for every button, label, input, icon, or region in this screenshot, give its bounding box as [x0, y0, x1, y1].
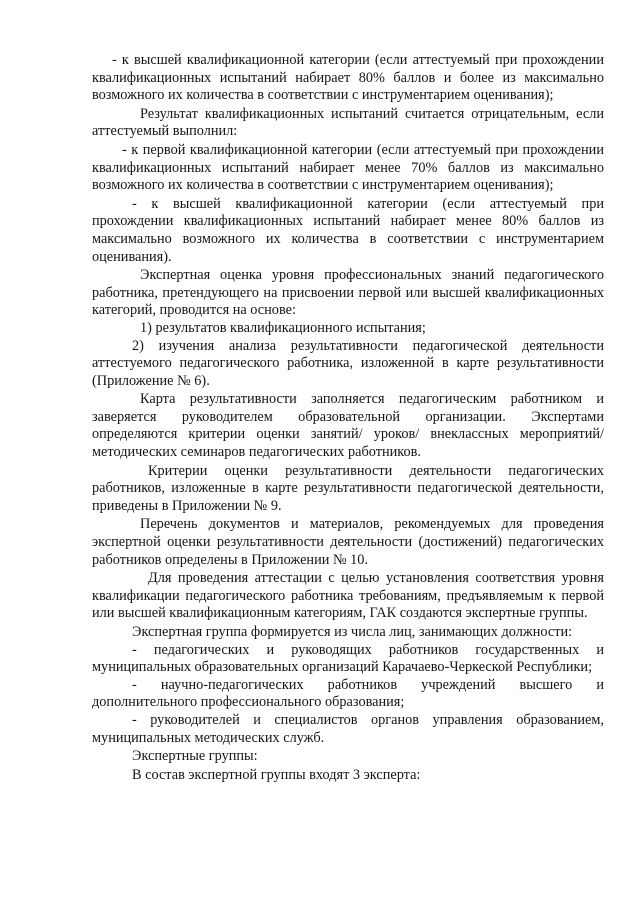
paragraph-first-category-fail: - к первой квалификационной категории (если аттестуемый при прохождении квалификационных испытаний набирает менее 70% баллов из максимально возможного их количества в соответствии с инструментарием оценивания);: [92, 141, 604, 194]
paragraph-expert-groups-created: Для проведения аттестации с целью установления соответствия уровня квалификации педагогического работника требованиям, предъявляемым к первой или высшей квалификационным категориям, ГАК создаются экспертные группы.: [92, 570, 604, 622]
paragraph-highest-category-fail: - к высшей квалификационной категории (если аттестуемый при прохождении квалификационных испытаний набирает менее 80% баллов из максимально возможного их количества в соответствии с инструментарием оценивания).: [92, 195, 604, 265]
paragraph-documents-list: Перечень документов и материалов, рекомендуемых для проведения экспертной оценки результативности деятельности (достижений) педагогических работников определены в Приложении № 10.: [92, 516, 604, 568]
paragraph-group-composition: В состав экспертной группы входят 3 эксперта:: [132, 766, 421, 783]
list-item-member-3: - руководителей и специалистов органов управления образованием, муниципальных методических служб.: [92, 711, 604, 746]
document-page: [92, 52, 604, 784]
paragraph-negative-result: Результат квалификационных испытаний считается отрицательным, если аттестуемый выполнил:: [92, 105, 604, 140]
paragraph-highest-category-pass: - к высшей квалификационной категории (если аттестуемый при прохождении квалификационных испытаний набирает 80% баллов и более из максимально возможного их количества в соответствии с инструментарием оценивания);: [92, 52, 604, 104]
paragraph-criteria: Критерии оценки результативности деятельности педагогических работников, изложенные в карте результативности педагогической деятельности, приведены в Приложении № 9.: [92, 462, 604, 514]
paragraph-expert-evaluation: Экспертная оценка уровня профессиональных знаний педагогического работника, претендующего на присвоении первой или высшей квалификационных категорий, проводится на основе:: [92, 267, 604, 319]
list-item-basis-1: 1) результатов квалификационного испытания;: [140, 319, 426, 336]
paragraph-group-formed: Экспертная группа формируется из числа лиц, занимающих должности:: [132, 624, 573, 640]
paragraph-card-filled: Карта результативности заполняется педагогическим работником и заверяется руководителем образовательной организации. Экспертами определяются критерии оценки занятий/ уроков/ внеклассных мероприятий/ методических семинаров педагогических работников.: [92, 391, 604, 461]
list-item-member-2: - научно-педагогических работников учреждений высшего и дополнительного профессионального образования;: [92, 676, 604, 711]
list-item-basis-2: 2) изучения анализа результативности педагогической деятельности аттестуемого педагогического работника, изложенной в карте результативности (Приложение № 6).: [92, 337, 604, 389]
list-item-member-1: - педагогических и руководящих работников государственных и муниципальных образовательных организаций Карачаево-Черкеской Республики;: [92, 641, 604, 676]
paragraph-groups-heading: Экспертные группы:: [132, 748, 258, 765]
